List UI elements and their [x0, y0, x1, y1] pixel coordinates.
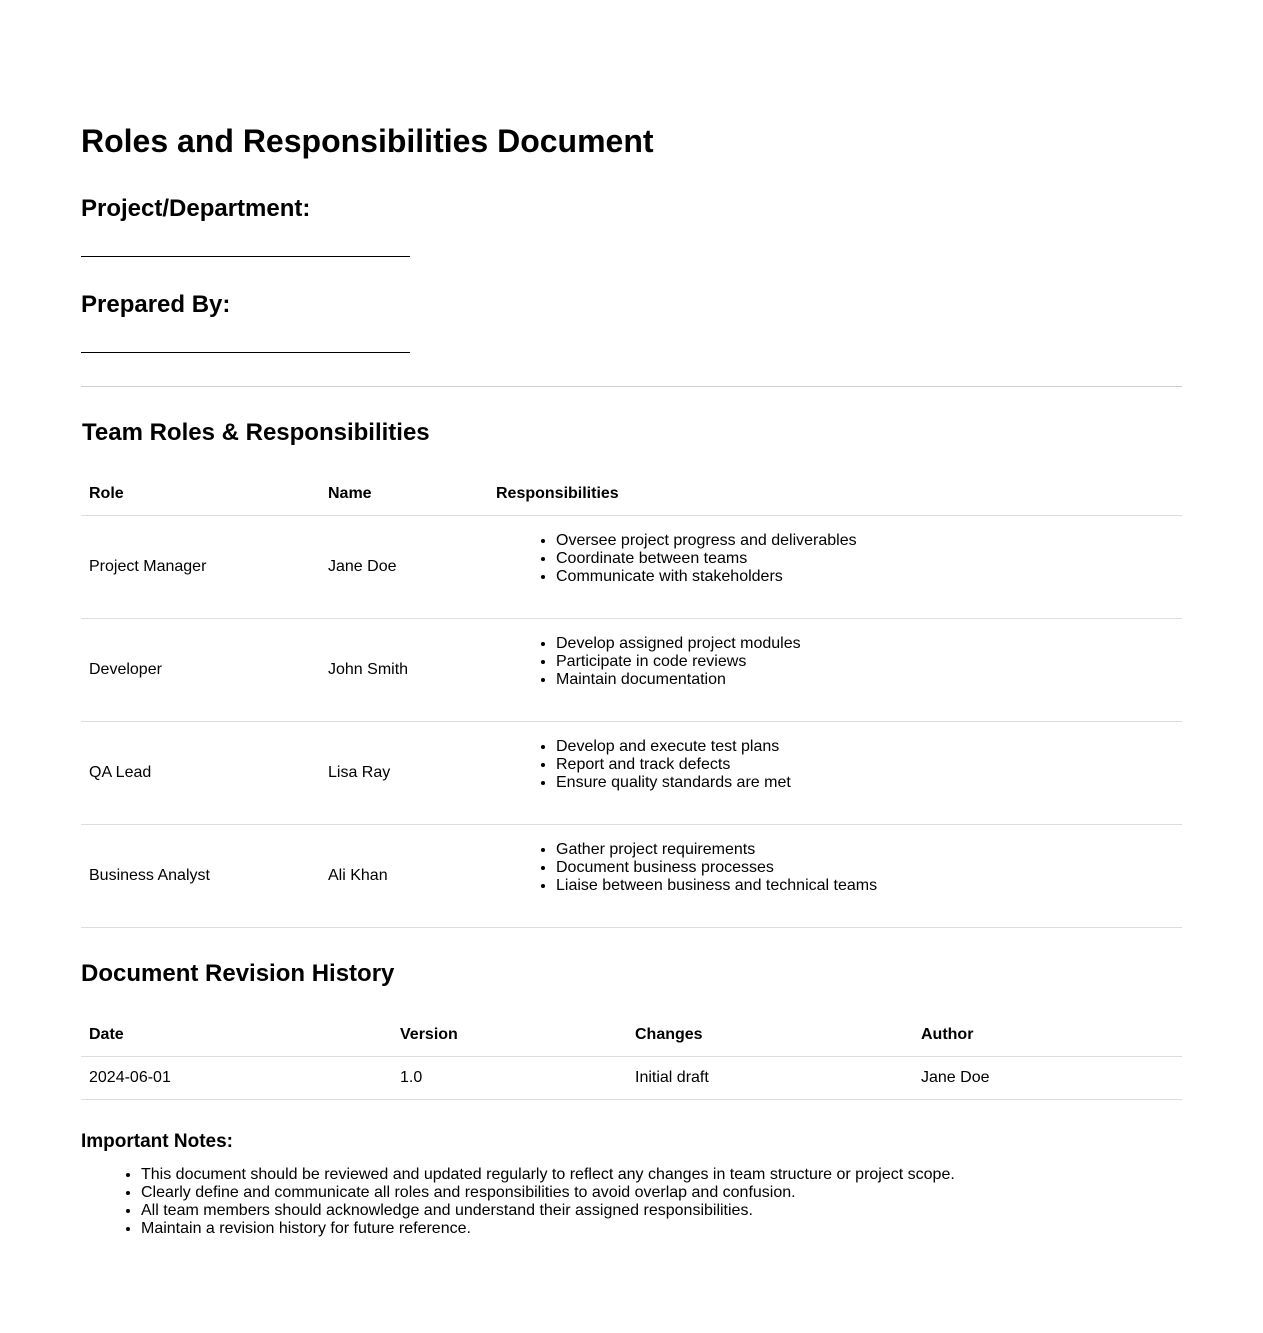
list-item: • Communicate with stakeholders — [556, 568, 1174, 586]
responsibilities-cell — [488, 516, 1182, 619]
responsibilities-list — [496, 532, 1174, 586]
column-header-date: Date — [81, 1014, 392, 1057]
list-item: • Coordinate between teams — [556, 550, 1174, 568]
list-item: • Liaise between business and technical teams — [556, 877, 1174, 895]
responsibilities-cell — [488, 722, 1182, 825]
responsibilities-list — [496, 841, 1174, 895]
document-page — [81, 0, 1182, 1238]
column-header-name: Name — [320, 473, 488, 516]
project-department-label: Project/Department: — [81, 195, 311, 222]
table-row — [81, 722, 1182, 825]
responsibilities-cell — [488, 825, 1182, 928]
list-item: • Participate in code reviews — [556, 653, 1174, 671]
responsibilities-list — [496, 738, 1174, 792]
responsibilities-list — [496, 635, 1174, 689]
author-cell: Jane Doe — [913, 1057, 1182, 1100]
list-item: • Develop assigned project modules — [556, 635, 1174, 653]
changes-cell: Initial draft — [627, 1057, 913, 1100]
table-row — [81, 825, 1182, 928]
list-item: • Report and track defects — [556, 756, 1174, 774]
team-roles-heading: Team Roles & Responsibilities — [82, 419, 430, 446]
name-cell: Ali Khan — [320, 825, 488, 928]
version-cell: 1.0 — [392, 1057, 627, 1100]
list-item: • This document should be reviewed and updated regularly to reflect any changes in team structure or project scope. — [141, 1166, 1182, 1184]
column-header-responsibilities: Responsibilities — [488, 473, 1182, 516]
list-item: • Ensure quality standards are met — [556, 774, 1174, 792]
column-header-author: Author — [913, 1014, 1182, 1057]
name-cell: Jane Doe — [320, 516, 488, 619]
list-item: • Maintain documentation — [556, 671, 1174, 689]
table-row — [81, 619, 1182, 722]
table-row — [81, 1057, 1182, 1100]
table-row — [81, 516, 1182, 619]
document-title: Roles and Responsibilities Document — [81, 123, 654, 159]
list-item: • Oversee project progress and deliverables — [556, 532, 1174, 550]
revision-header-row — [81, 1014, 1182, 1057]
revision-history-table — [81, 1014, 1182, 1100]
important-notes-list — [81, 1166, 1182, 1238]
team-roles-table — [81, 473, 1182, 928]
responsibilities-cell — [488, 619, 1182, 722]
prepared-by-label: Prepared By: — [81, 291, 231, 318]
column-header-version: Version — [392, 1014, 627, 1057]
role-cell: Developer — [81, 619, 320, 722]
name-cell: John Smith — [320, 619, 488, 722]
list-item: • Document business processes — [556, 859, 1174, 877]
team-roles-header-row — [81, 473, 1182, 516]
list-item: • Develop and execute test plans — [556, 738, 1174, 756]
date-cell: 2024-06-01 — [81, 1057, 392, 1100]
revision-history-heading: Document Revision History — [81, 960, 395, 987]
list-item: • Gather project requirements — [556, 841, 1174, 859]
list-item: • Clearly define and communicate all roles and responsibilities to avoid overlap and confusion. — [141, 1184, 1182, 1202]
important-notes-heading: Important Notes: — [81, 1131, 233, 1152]
column-header-role: Role — [81, 473, 320, 516]
role-cell: QA Lead — [81, 722, 320, 825]
role-cell: Business Analyst — [81, 825, 320, 928]
list-item: • Maintain a revision history for future reference. — [141, 1220, 1182, 1238]
role-cell: Project Manager — [81, 516, 320, 619]
name-cell: Lisa Ray — [320, 722, 488, 825]
column-header-changes: Changes — [627, 1014, 913, 1057]
list-item: • All team members should acknowledge and understand their assigned responsibilities. — [141, 1202, 1182, 1220]
